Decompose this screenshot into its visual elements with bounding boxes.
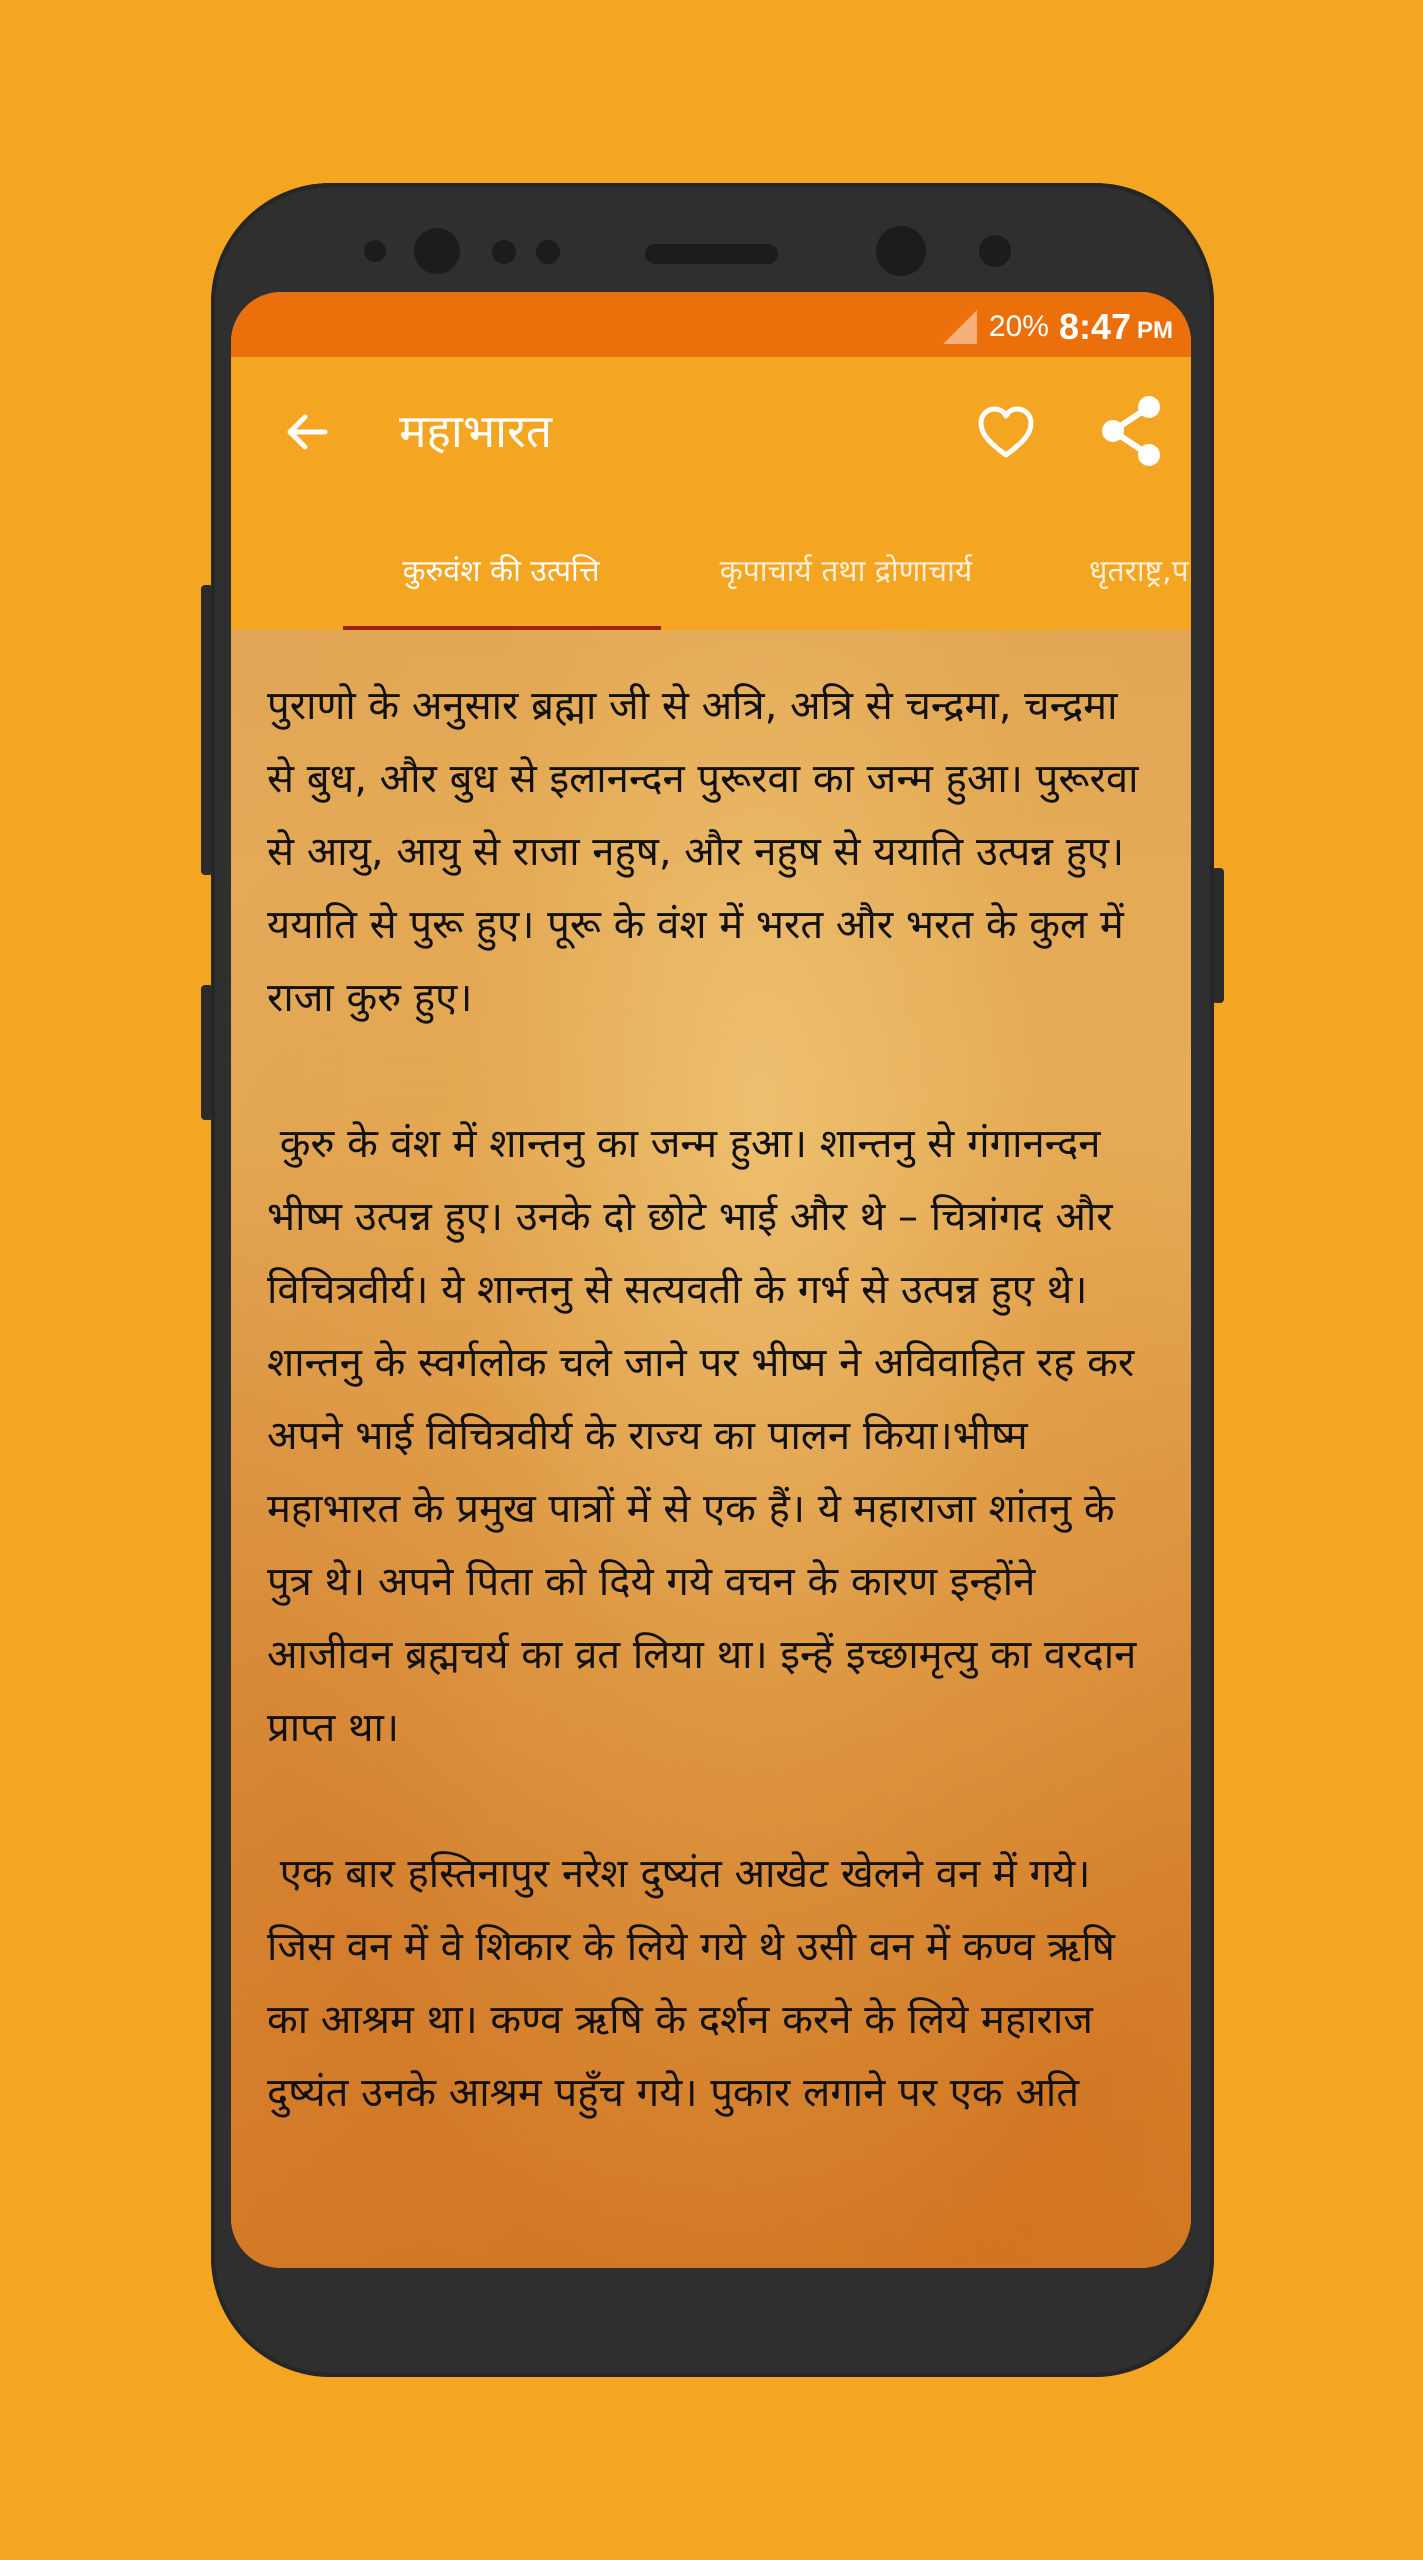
sensor-dot [536,240,560,264]
clock-time: 8:47 [1058,306,1131,347]
status-bar [231,292,1191,357]
toolbar [231,357,1191,512]
page-title: महाभारत [399,404,553,458]
front-camera [414,228,460,274]
article-paragraph: एक बार हस्तिनापुर नरेश दुष्यंत आखेट खेलने वन में गये। जिस वन में वे शिकार के लिये गये थे उसी वन में कण्व ऋषि का आश्रम था। कण्व ऋषि के दर्शन करने के लिये महाराज दुष्यंत उनके आश्रम पहुँच गये। पुकार लगाने पर एक अति [267,1851,1128,2116]
tab-dhritarashtra[interactable]: धृतराष्ट्र,प [1089,554,1189,589]
earpiece-speaker [645,244,778,264]
tab-kripacharya[interactable]: कृपाचार्य तथा द्रोणाचार्य [719,554,973,589]
share-button[interactable] [1093,393,1169,469]
favorite-button[interactable] [971,397,1041,467]
signal-icon [943,310,977,344]
share-icon [1093,393,1169,469]
front-camera [876,226,926,276]
battery-level: 20% [988,310,1049,343]
tab-strip [231,512,1191,632]
sensor-dot [979,235,1011,267]
article-content[interactable] [231,630,1191,2268]
screen [231,292,1191,2268]
article-paragraph: पुराणो के अनुसार ब्रह्मा जी से अत्रि, अत्रि से चन्द्रमा, चन्द्रमा से बुध, और बुध से इलानन्दन पुरूरवा का जन्म हुआ। पुरूरवा से आयु, आयु से राजा नहुष, और नहुष से ययाति उत्पन्न हुए। ययाति से पुरू हुए। पूरू के वंश में भरत और भरत के कुल में राजा कुरु हुए। [267,683,1152,1021]
article-paragraph: कुरु के वंश में शान्तनु का जन्म हुआ। शान्तनु से गंगानन्दन भीष्म उत्पन्न हुए। उनके दो छोटे भाई और थे – चित्रांगद और विचित्रवीर्य। ये शान्तनु से सत्यवती के गर्भ से उत्पन्न हुए थे। शान्तनु के स्वर्गलोक चले जाने पर भीष्म ने अविवाहित रह कर अपने भाई विचित्रवीर्य के राज्य का पालन किया।भीष्म महाभारत के प्रमुख पात्रों में से एक हैं। ये महाराजा शांतनु के पुत्र थे। अपने पिता को दिये गये वचन के कारण इन्होंने आजीवन ब्रह्मचर्य का व्रत लिया था। इन्हें इच्छामृत्यु का वरदान प्राप्त था। [267,1121,1150,1751]
heart-outline-icon [971,397,1041,467]
clock-ampm: PM [1137,317,1173,344]
tab-kuruvansh[interactable]: कुरुवंश की उत्पत्ति [402,554,600,589]
arrow-left-icon [273,397,343,467]
article-body [267,670,1152,2203]
sensor-dot [364,240,386,262]
sensor-dot [492,240,516,264]
back-button[interactable] [273,397,343,467]
